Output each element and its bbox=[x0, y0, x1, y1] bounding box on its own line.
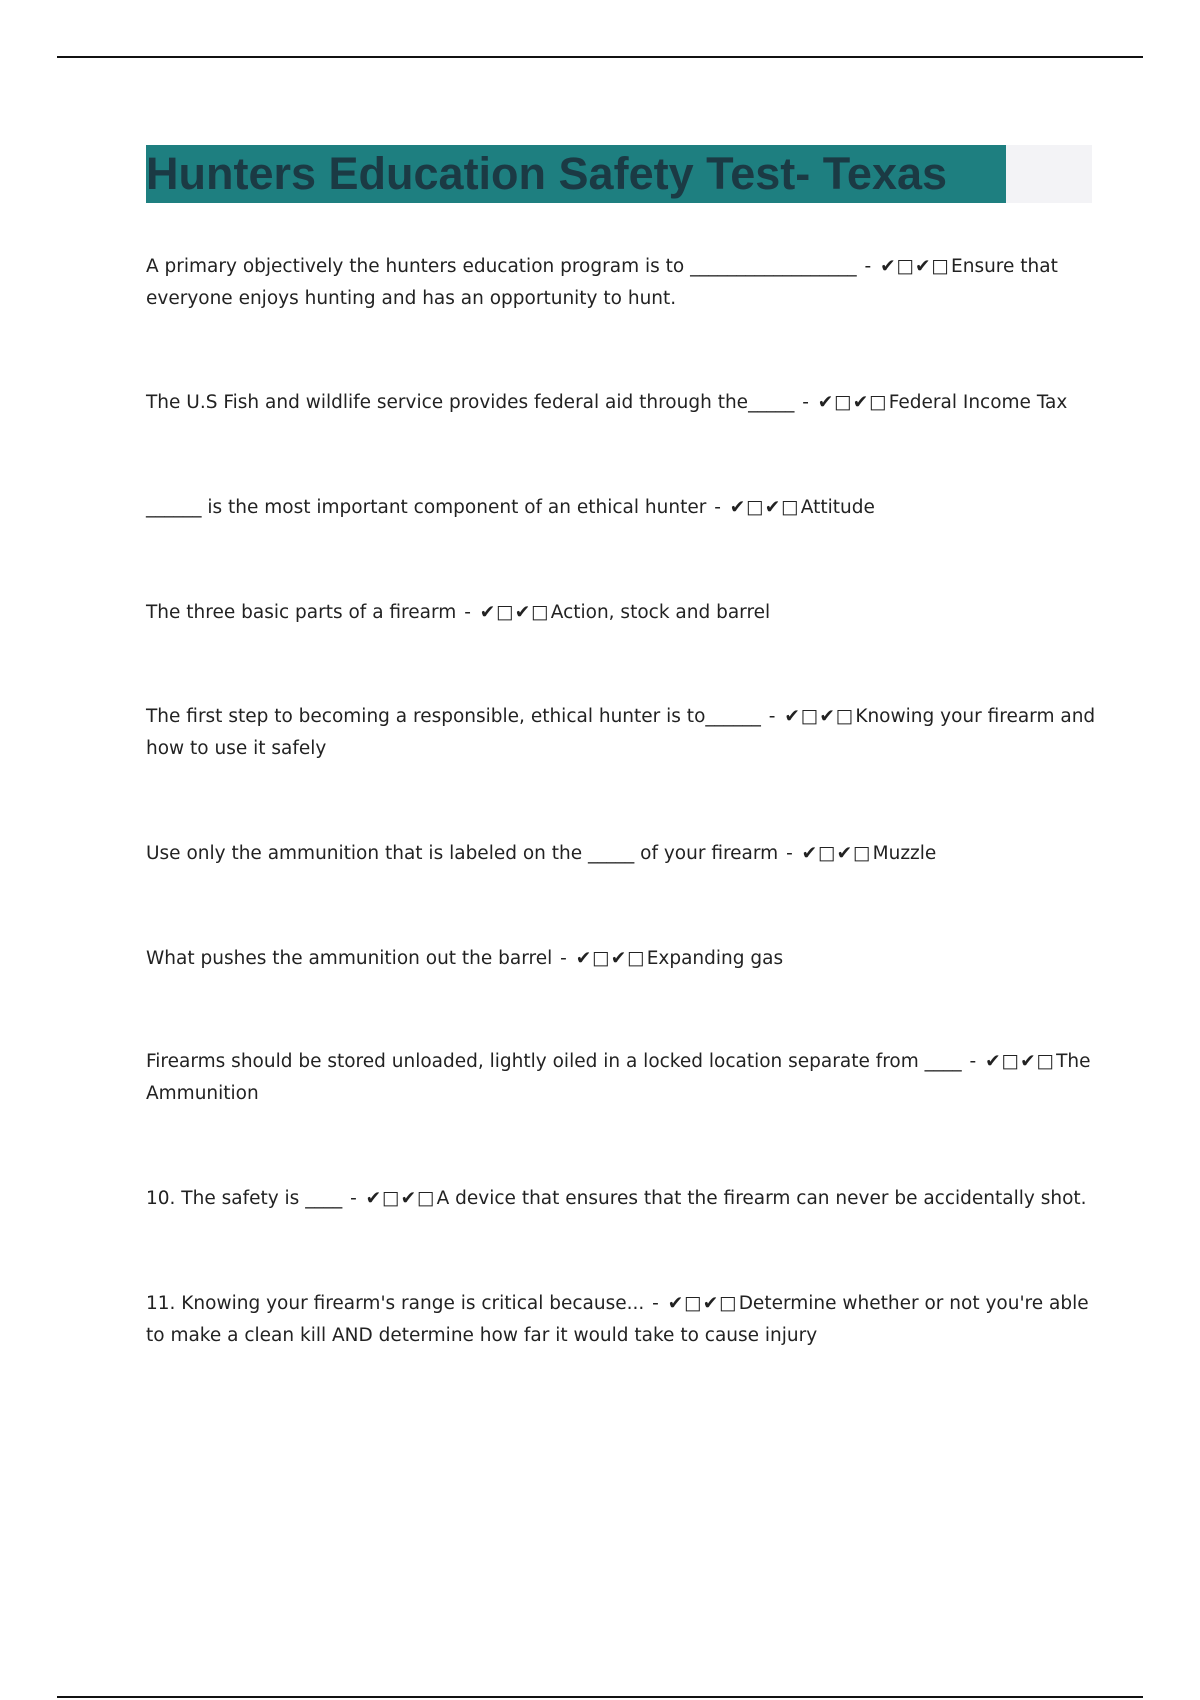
answer-text: Action, stock and barrel bbox=[550, 602, 771, 623]
checkmark-icon: ✔□✔□ bbox=[985, 1051, 1056, 1072]
answer-text: Attitude bbox=[800, 497, 875, 518]
answer-text: Muzzle bbox=[872, 843, 937, 864]
question-text: 10. The safety is ____ bbox=[146, 1188, 343, 1209]
separator: - bbox=[714, 497, 721, 518]
checkmark-icon: ✔□✔□ bbox=[801, 843, 872, 864]
separator: - bbox=[786, 843, 793, 864]
qa-item-1 bbox=[146, 251, 1096, 315]
question-text: What pushes the ammunition out the barrel bbox=[146, 948, 553, 969]
answer-text: Determine whether or not you're able to make a clean kill AND determine how far it would take to cause injury bbox=[146, 1293, 1089, 1346]
question-text: Firearms should be stored unloaded, lightly oiled in a locked location separate from ____ bbox=[146, 1051, 962, 1072]
question-text: ______ is the most important component of an ethical hunter bbox=[146, 497, 707, 518]
separator: - bbox=[652, 1293, 659, 1314]
qa-item-3 bbox=[146, 492, 1096, 524]
header-rule bbox=[57, 56, 1143, 58]
answer-text: Federal Income Tax bbox=[888, 392, 1068, 413]
qa-item-4 bbox=[146, 597, 1096, 629]
question-text: A primary objectively the hunters education program is to __________________ bbox=[146, 256, 857, 277]
question-text: Use only the ammunition that is labeled on the _____ of your firearm bbox=[146, 843, 779, 864]
qa-item-10 bbox=[146, 1288, 1096, 1352]
checkmark-icon: ✔□✔□ bbox=[667, 1293, 738, 1314]
separator: - bbox=[350, 1188, 357, 1209]
qa-item-8 bbox=[146, 1046, 1096, 1110]
question-text: The U.S Fish and wildlife service provides federal aid through the_____ bbox=[146, 392, 795, 413]
checkmark-icon: ✔□✔□ bbox=[365, 1188, 436, 1209]
answer-text: A device that ensures that the firearm can never be accidentally shot. bbox=[436, 1188, 1087, 1209]
checkmark-icon: ✔□✔□ bbox=[729, 497, 800, 518]
title-band bbox=[146, 145, 1092, 203]
question-text: 11. Knowing your firearm's range is critical because... bbox=[146, 1293, 645, 1314]
question-text: The three basic parts of a firearm bbox=[146, 602, 457, 623]
qa-item-5 bbox=[146, 701, 1096, 765]
separator: - bbox=[802, 392, 809, 413]
question-text: The first step to becoming a responsible, ethical hunter is to______ bbox=[146, 706, 761, 727]
separator: - bbox=[864, 256, 872, 277]
qa-item-2 bbox=[146, 387, 1096, 419]
checkmark-icon: ✔□✔□ bbox=[784, 706, 855, 727]
checkmark-icon: ✔□✔□ bbox=[479, 602, 550, 623]
answer-text: Ensure that everyone enjoys hunting and has an opportunity to hunt. bbox=[146, 256, 1058, 309]
document-title: Hunters Education Safety Test- Texas bbox=[146, 145, 1006, 203]
checkmark-icon: ✔□✔□ bbox=[880, 256, 951, 277]
checkmark-icon: ✔□✔□ bbox=[575, 948, 646, 969]
answer-text: Knowing your firearm and how to use it safely bbox=[146, 706, 1096, 759]
separator: - bbox=[560, 948, 567, 969]
checkmark-icon: ✔□✔□ bbox=[817, 392, 888, 413]
answer-text: The Ammunition bbox=[146, 1051, 1091, 1104]
separator: - bbox=[969, 1051, 977, 1072]
separator: - bbox=[464, 602, 471, 623]
footer-rule bbox=[57, 1696, 1143, 1698]
qa-item-7 bbox=[146, 943, 1096, 975]
answer-text: Expanding gas bbox=[646, 948, 784, 969]
qa-item-6 bbox=[146, 838, 1096, 870]
qa-item-9 bbox=[146, 1183, 1096, 1215]
separator: - bbox=[768, 706, 776, 727]
